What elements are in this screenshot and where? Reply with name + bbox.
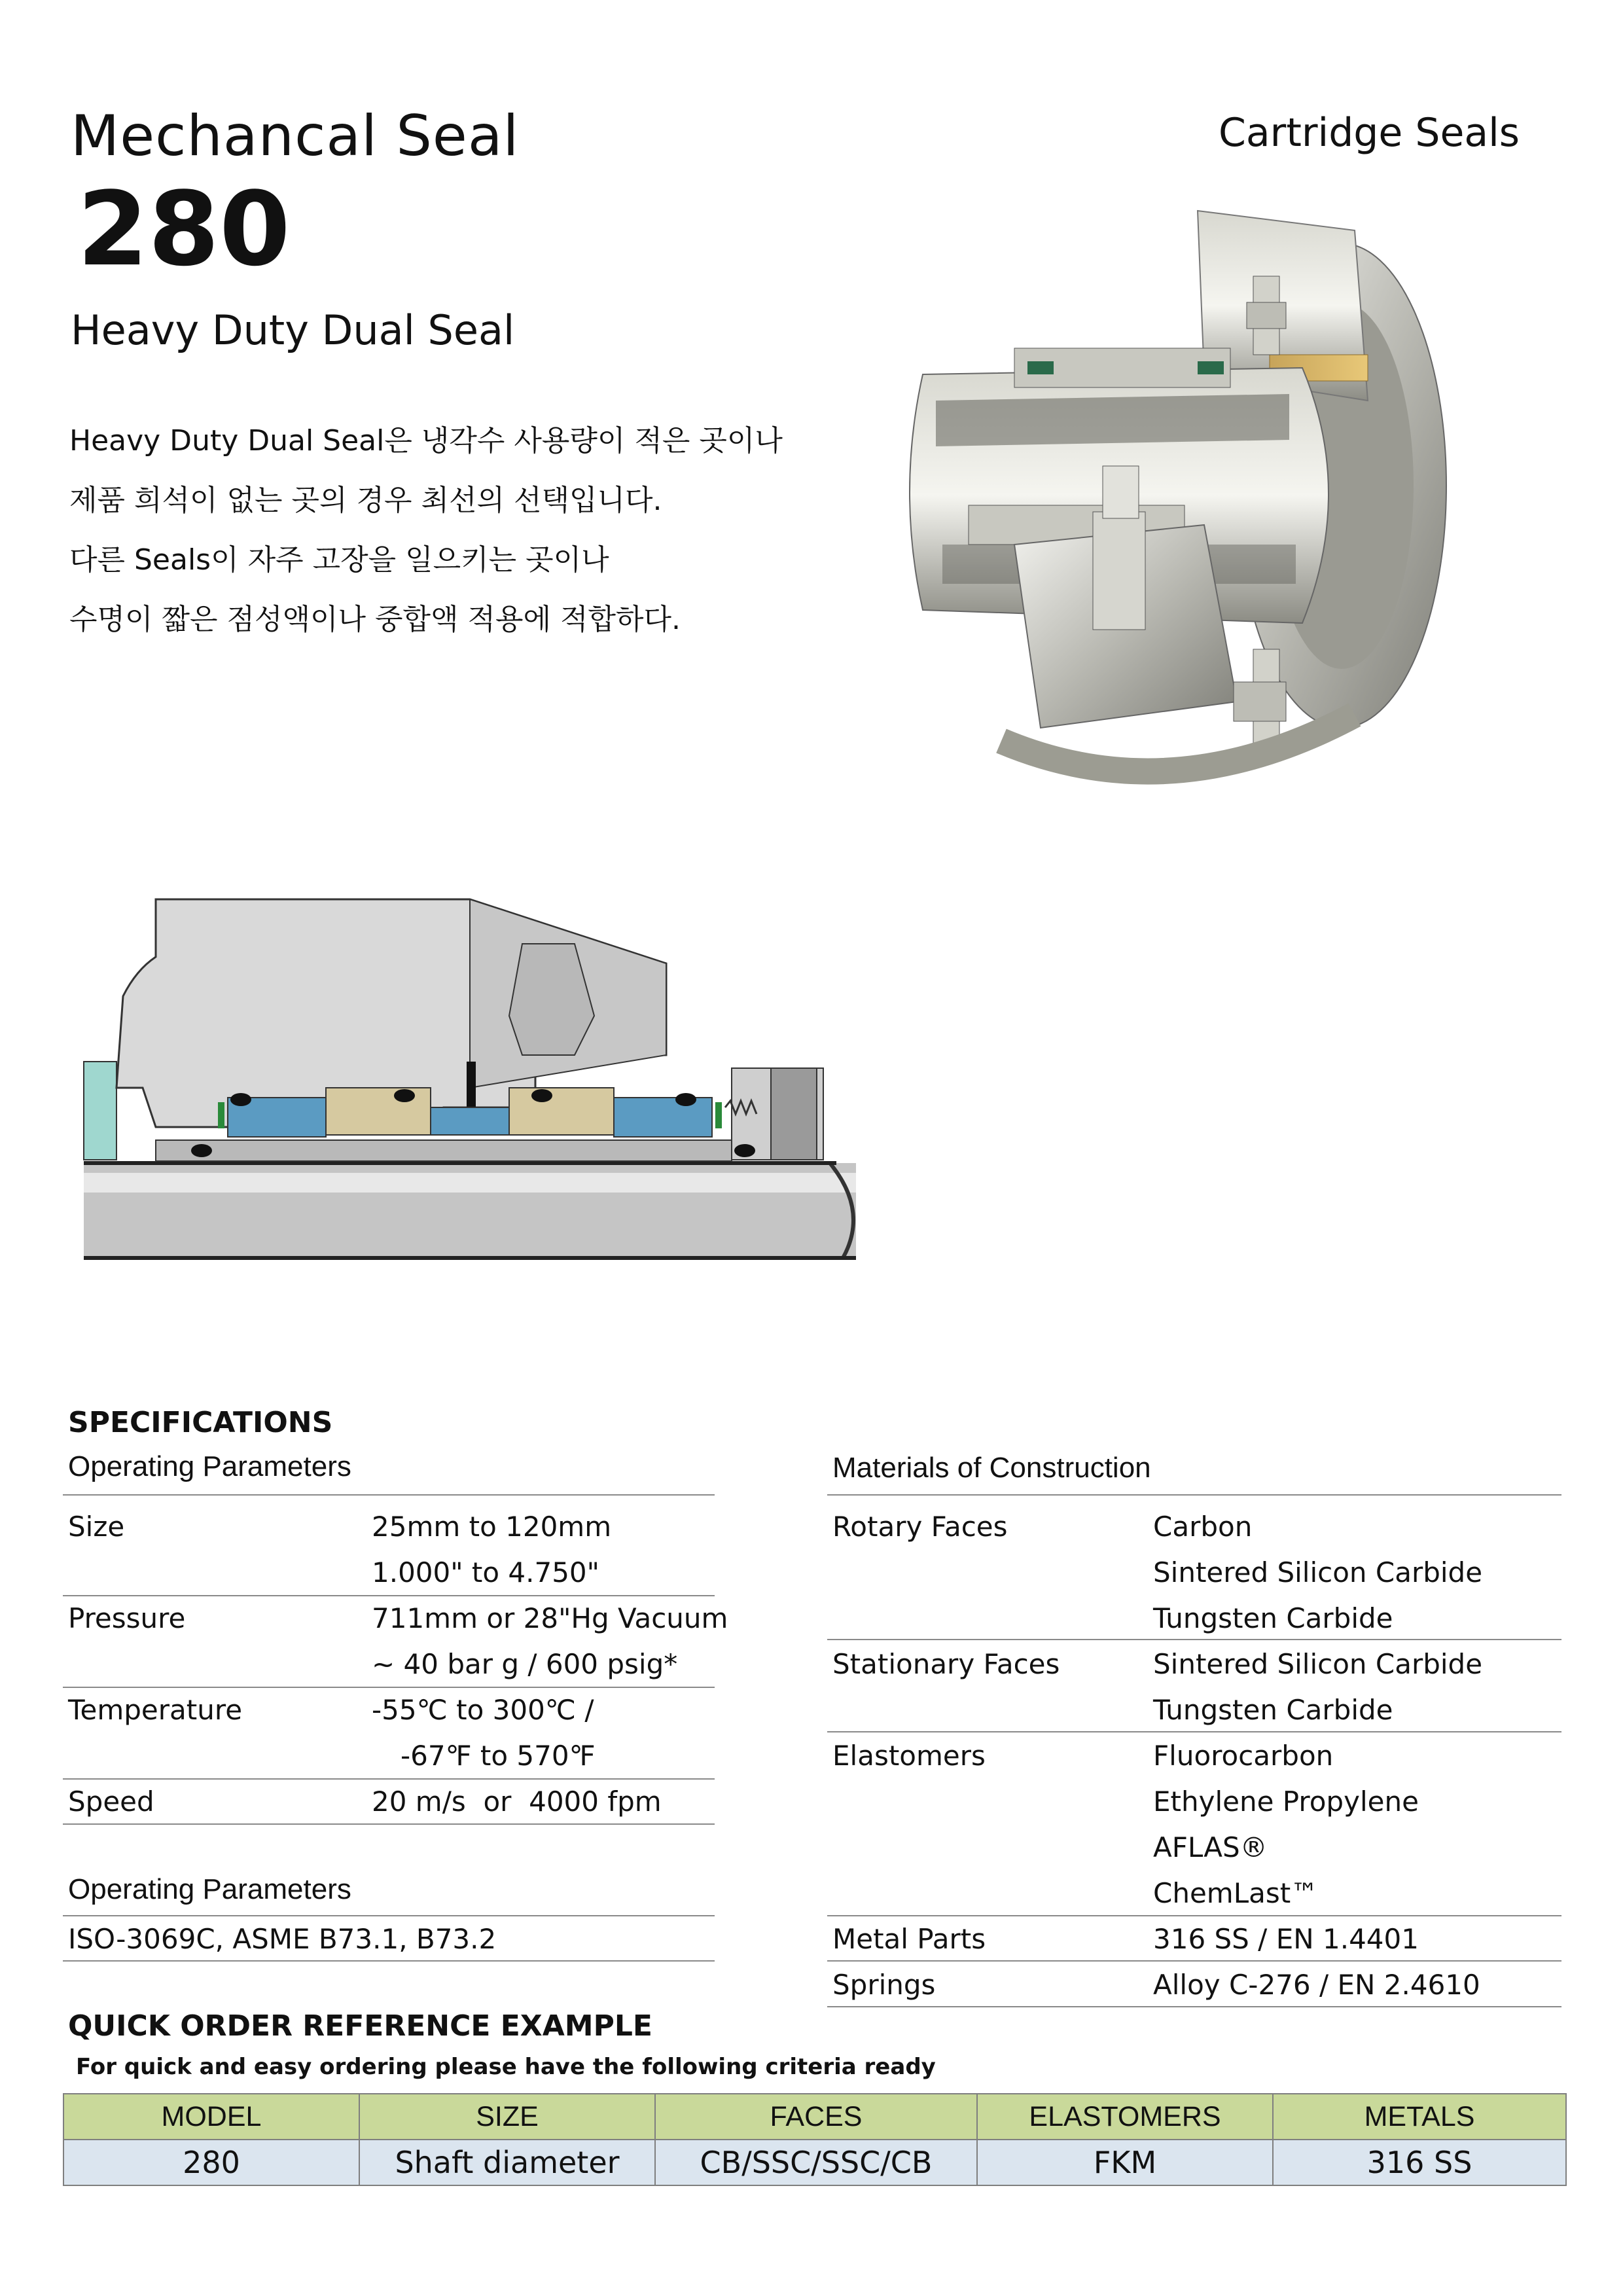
- material-label-stationary-faces: Stationary Faces: [832, 1648, 1060, 1680]
- divider: [827, 1494, 1561, 1496]
- spec-value-speed: 20 m/s or 4000 fpm: [372, 1785, 662, 1818]
- spec-label-speed: Speed: [68, 1785, 154, 1818]
- divider: [827, 2006, 1561, 2007]
- column-header-elastomers: ELASTOMERS: [977, 2094, 1273, 2140]
- divider: [827, 1731, 1561, 1732]
- material-value: Fluorocarbon: [1153, 1740, 1334, 1772]
- cell-elastomers: FKM: [977, 2140, 1273, 2185]
- cell-faces: CB/SSC/SSC/CB: [655, 2140, 977, 2185]
- seal-cutaway-image: [897, 204, 1512, 813]
- column-header-faces: FACES: [655, 2094, 977, 2140]
- model-number: 280: [77, 170, 291, 289]
- divider: [63, 1778, 715, 1780]
- cell-model: 280: [63, 2140, 359, 2185]
- column-header-size: SIZE: [359, 2094, 655, 2140]
- quick-order-table: [63, 2093, 1567, 2186]
- table-row: [63, 2140, 1566, 2185]
- material-value: AFLAS®: [1153, 1831, 1268, 1863]
- spec-label-size: Size: [68, 1511, 125, 1543]
- material-label-rotary-faces: Rotary Faces: [832, 1511, 1008, 1543]
- divider: [827, 1915, 1561, 1916]
- divider: [63, 1915, 715, 1916]
- spec-value-pressure: ~ 40 bar g / 600 psig*: [372, 1648, 678, 1680]
- description-line: 수명이 짧은 점성액이나 중합액 적용에 적합하다.: [69, 603, 681, 636]
- spec-value-temperature: -67℉ to 570℉: [401, 1740, 596, 1772]
- product-description: [69, 411, 783, 649]
- spec-value-size: 1.000" to 4.750": [372, 1556, 599, 1588]
- cell-size: Shaft diameter: [359, 2140, 655, 2185]
- material-value: Ethylene Propylene: [1153, 1785, 1419, 1818]
- divider: [827, 1960, 1561, 1962]
- material-label-metal-parts: Metal Parts: [832, 1923, 986, 1955]
- material-value: Tungsten Carbide: [1153, 1602, 1393, 1634]
- description-line: Heavy Duty Dual Seal은 냉각수 사용량이 적은 곳이나: [69, 424, 783, 457]
- quick-order-note: For quick and easy ordering please have the following criteria ready: [76, 2054, 936, 2080]
- column-header-metals: METALS: [1273, 2094, 1566, 2140]
- divider: [63, 1687, 715, 1688]
- material-label-springs: Springs: [832, 1969, 936, 2001]
- spec-value-temperature: -55℃ to 300℃ /: [372, 1694, 594, 1726]
- table-header-row: [63, 2094, 1566, 2140]
- description-line: 다른 Seals이 자주 고장을 일으키는 곳이나: [69, 543, 609, 577]
- standards-value: ISO-3069C, ASME B73.1, B73.2: [68, 1923, 497, 1955]
- material-value: Carbon: [1153, 1511, 1253, 1543]
- divider: [63, 1494, 715, 1496]
- document-title: Mechancal Seal: [71, 103, 520, 169]
- product-category: Cartridge Seals: [1219, 110, 1520, 156]
- quick-order-heading: QUICK ORDER REFERENCE EXAMPLE: [68, 2009, 652, 2043]
- material-value: ChemLast™: [1153, 1877, 1319, 1909]
- divider: [63, 1595, 715, 1596]
- material-value: Tungsten Carbide: [1153, 1694, 1393, 1726]
- material-value: 316 SS / EN 1.4401: [1153, 1923, 1419, 1955]
- operating-parameters-heading: Operating Parameters: [68, 1450, 351, 1482]
- cell-metals: 316 SS: [1273, 2140, 1566, 2185]
- spec-label-temperature: Temperature: [68, 1694, 243, 1726]
- spec-value-size: 25mm to 120mm: [372, 1511, 612, 1543]
- standards-heading: Operating Parameters: [68, 1873, 351, 1905]
- divider: [827, 1639, 1561, 1640]
- divider: [63, 1823, 715, 1825]
- product-subtitle: Heavy Duty Dual Seal: [71, 306, 515, 354]
- specifications-heading: SPECIFICATIONS: [68, 1406, 333, 1439]
- material-value: Sintered Silicon Carbide: [1153, 1648, 1483, 1680]
- spec-label-pressure: Pressure: [68, 1602, 186, 1634]
- material-label-elastomers: Elastomers: [832, 1740, 986, 1772]
- description-line: 제품 희석이 없는 곳의 경우 최선의 선택입니다.: [69, 484, 662, 517]
- divider: [63, 1960, 715, 1962]
- material-value: Sintered Silicon Carbide: [1153, 1556, 1483, 1588]
- material-value: Alloy C-276 / EN 2.4610: [1153, 1969, 1480, 2001]
- materials-heading: Materials of Construction: [832, 1452, 1151, 1484]
- spec-value-pressure: 711mm or 28"Hg Vacuum: [372, 1602, 728, 1634]
- column-header-model: MODEL: [63, 2094, 359, 2140]
- seal-cross-section-drawing: [77, 891, 869, 1265]
